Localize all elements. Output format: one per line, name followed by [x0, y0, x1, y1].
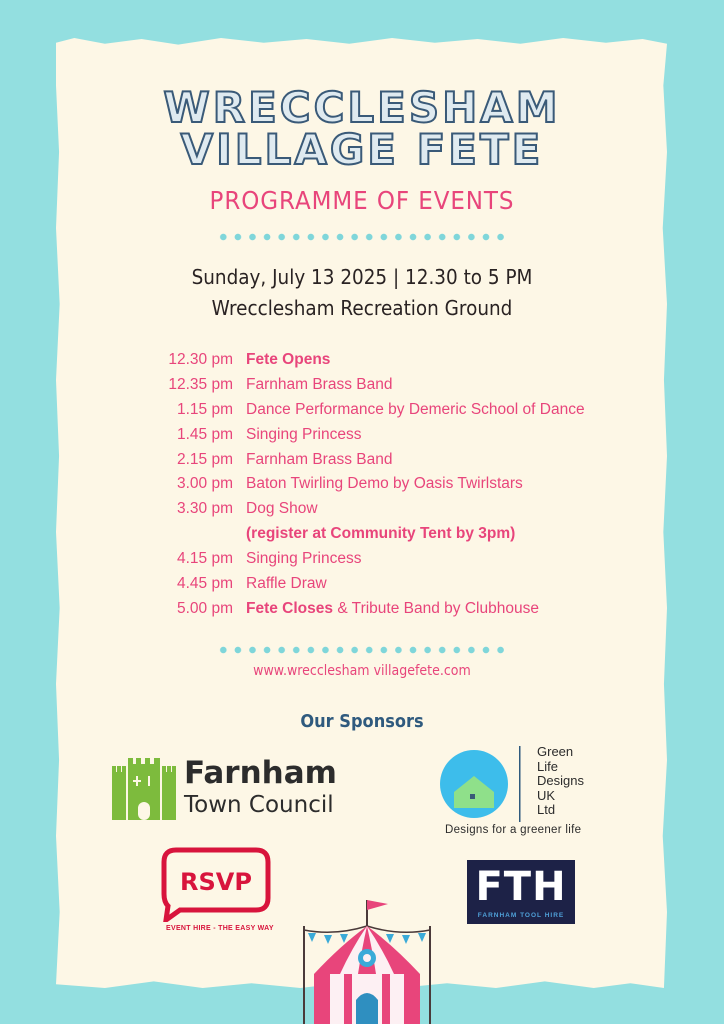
- farnham-logo-text: Farnham: [184, 755, 337, 791]
- green-life-name-line: Green: [537, 744, 574, 759]
- schedule-row: [120, 449, 640, 474]
- fth-tagline: FARNHAM TOOL HIRE: [477, 912, 565, 919]
- event-venue: Wrecclesham Recreation Ground: [211, 296, 513, 320]
- schedule-event: [246, 449, 392, 471]
- schedule-event-text: Farnham Brass Band: [246, 450, 393, 468]
- schedule-time: 12.35 pm: [168, 375, 233, 393]
- green-life-house-icon: [440, 746, 530, 822]
- schedule-event-text: Dog Show: [246, 500, 318, 518]
- schedule-time: 5.00 pm: [176, 599, 233, 617]
- green-life-name-line: Ltd: [537, 802, 556, 817]
- rsvp-logo-text: RSVP: [180, 868, 252, 896]
- schedule-event-highlight: (register at Community Tent by 3pm): [246, 525, 516, 543]
- schedule-list: [120, 349, 640, 623]
- schedule-event: [246, 473, 523, 495]
- schedule-time: 3.30 pm: [176, 500, 233, 518]
- programme-subtitle: PROGRAMME OF EVENTS: [209, 186, 515, 215]
- sponsors-heading: Our Sponsors: [300, 711, 424, 732]
- website-link[interactable]: www.wrecclesham villagefete.com: [253, 663, 471, 679]
- schedule-event: [246, 598, 539, 620]
- green-life-name-line: Designs: [537, 773, 584, 788]
- schedule-event: [246, 349, 330, 371]
- fth-logo-text: FTH: [475, 864, 567, 910]
- title-line-1: WRECCLESHAM: [163, 83, 561, 132]
- schedule-event: [246, 548, 361, 570]
- schedule-row: [120, 548, 640, 573]
- schedule-row: [120, 598, 640, 623]
- schedule-event: [246, 523, 515, 545]
- green-life-tagline: Designs for a greener life: [445, 824, 582, 836]
- schedule-row: [120, 523, 640, 548]
- schedule-time: 1.15 pm: [176, 400, 233, 418]
- schedule-event-text: Dance Performance by Demeric School of Dance: [246, 400, 585, 418]
- schedule-event-text: Singing Princess: [246, 550, 362, 568]
- dotted-divider-bottom: [216, 646, 508, 654]
- schedule-row: [120, 374, 640, 399]
- schedule-event: [246, 498, 318, 520]
- green-life-name-line: Life: [537, 758, 558, 774]
- town-council-logo-text: Town Council: [184, 792, 334, 818]
- dotted-divider-top: [216, 233, 508, 241]
- rsvp-tagline: EVENT HIRE - THE EASY WAY: [166, 925, 274, 932]
- schedule-row: [120, 498, 640, 523]
- schedule-event-text: Raffle Draw: [246, 575, 327, 593]
- green-life-logo-text: [537, 745, 584, 818]
- schedule-time: 4.45 pm: [176, 575, 233, 593]
- schedule-row: [120, 473, 640, 498]
- schedule-row: [120, 399, 640, 424]
- event-date-time: Sunday, July 13 2025 | 12.30 to 5 PM: [191, 265, 533, 289]
- schedule-row: [120, 349, 640, 374]
- schedule-event-text: Singing Princess: [246, 425, 362, 443]
- schedule-event-highlight: Fete Opens: [246, 351, 331, 368]
- green-life-name-line: UK: [537, 787, 556, 803]
- schedule-time: 4.15 pm: [176, 550, 233, 568]
- schedule-time: 2.15 pm: [176, 450, 233, 468]
- schedule-time: 1.45 pm: [176, 425, 233, 443]
- schedule-row: [120, 573, 640, 598]
- schedule-time: 3.00 pm: [176, 475, 233, 493]
- fth-logo: [467, 860, 575, 924]
- schedule-event: [246, 573, 327, 595]
- schedule-time: 12.30 pm: [168, 351, 233, 368]
- circus-tent-icon: [300, 896, 434, 1024]
- schedule-event-highlight: Fete Closes: [246, 599, 334, 617]
- title-line-2: VILLAGE FETE: [180, 125, 544, 174]
- schedule-event-text: & Tribute Band by Clubhouse: [333, 599, 539, 617]
- schedule-event: [246, 424, 361, 446]
- schedule-event: [246, 374, 392, 396]
- schedule-event-text: Farnham Brass Band: [246, 375, 393, 393]
- schedule-event-text: Baton Twirling Demo by Oasis Twirlstars: [246, 475, 523, 493]
- schedule-event: [246, 399, 585, 421]
- castle-icon: [112, 758, 176, 820]
- schedule-row: [120, 424, 640, 449]
